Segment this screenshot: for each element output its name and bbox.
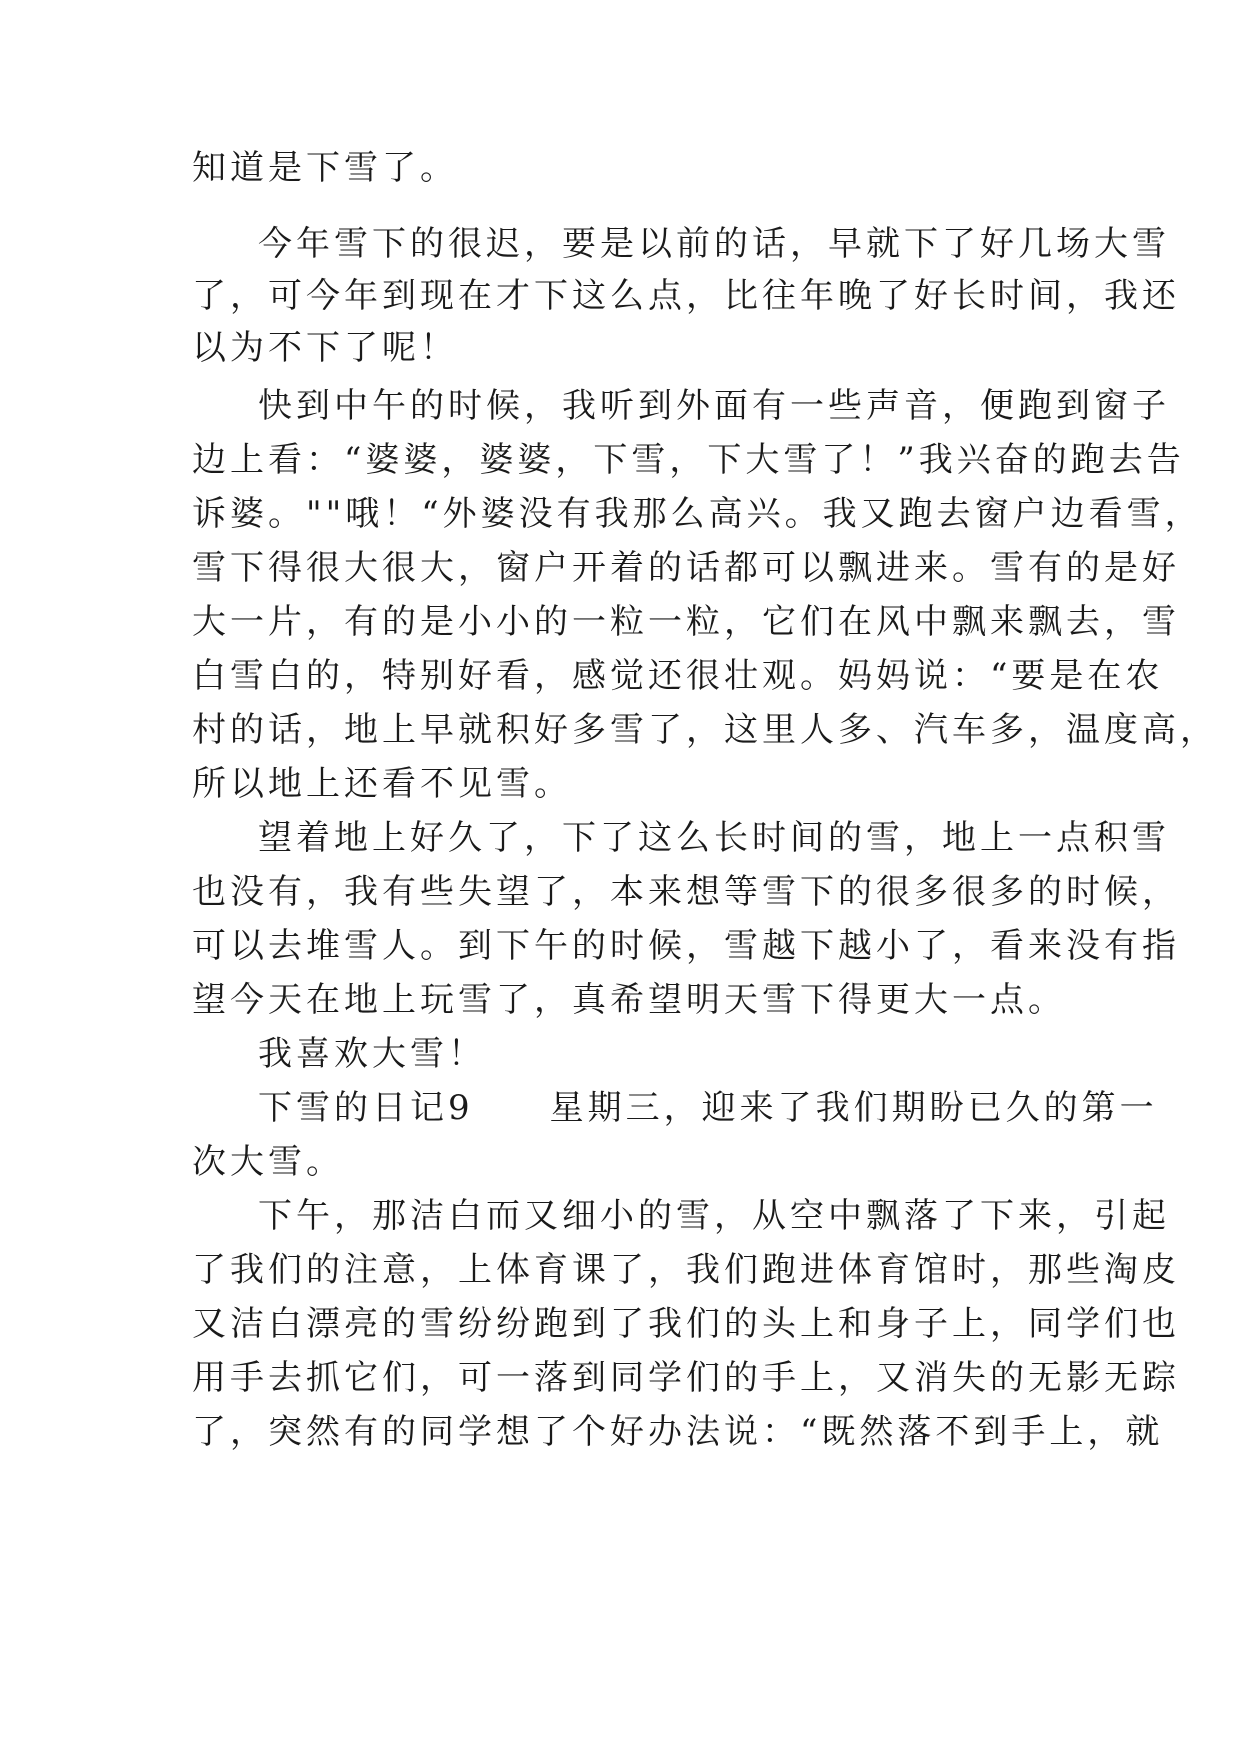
text-line: 大一片，有的是小小的一粒一粒，它们在风中飘来飘去，雪 (192, 602, 1180, 642)
paragraph-first-line: 下午，那洁白而又细小的雪，从空中飘落了下来，引起 (258, 1196, 1170, 1236)
text-line: 了，可今年到现在才下这么点，比往年晚了好长时间，我还 (192, 276, 1180, 316)
text-line: 白雪白的，特别好看，感觉还很壮观。妈妈说：“要是在农 (192, 656, 1164, 696)
text-line: 又洁白漂亮的雪纷纷跑到了我们的头上和身子上，同学们也 (192, 1304, 1180, 1344)
text-line: 望今天在地上玩雪了，真希望明天雪下得更大一点。 (192, 980, 1066, 1020)
text-line: 知道是下雪了。 (192, 148, 458, 188)
text-line: 用手去抓它们，可一落到同学们的手上，又消失的无影无踪 (192, 1358, 1180, 1398)
paragraph-first-line: 今年雪下的很迟，要是以前的话，早就下了好几场大雪 (258, 224, 1170, 264)
paragraph-first-line: 下雪的日记9 星期三，迎来了我们期盼已久的第一 (258, 1088, 1158, 1128)
text-line: 可以去堆雪人。到下午的时候，雪越下越小了，看来没有指 (192, 926, 1180, 966)
paragraph-first-line: 我喜欢大雪！ (258, 1034, 486, 1074)
text-line: 雪下得很大很大，窗户开着的话都可以飘进来。雪有的是好 (192, 548, 1180, 588)
text-line: 以为不下了呢！ (192, 328, 458, 368)
text-line: 了我们的注意，上体育课了，我们跑进体育馆时，那些淘皮 (192, 1250, 1180, 1290)
text-line: 了，突然有的同学想了个好办法说：“既然落不到手上，就 (192, 1412, 1164, 1452)
text-line: 次大雪。 (192, 1142, 344, 1182)
text-line: 诉婆。""哦！“外婆没有我那么高兴。我又跑去窗户边看雪， (192, 494, 1203, 534)
text-line: 所以地上还看不见雪。 (192, 764, 572, 804)
text-line: 边上看：“婆婆，婆婆，下雪，下大雪了！”我兴奋的跑去告 (192, 440, 1185, 480)
text-line: 也没有，我有些失望了，本来想等雪下的很多很多的时候， (192, 872, 1180, 912)
paragraph-first-line: 望着地上好久了，下了这么长时间的雪，地上一点积雪 (258, 818, 1170, 858)
paragraph-first-line: 快到中午的时候，我听到外面有一些声音，便跑到窗子 (258, 386, 1170, 426)
text-line: 村的话，地上早就积好多雪了，这里人多、汽车多，温度高， (192, 710, 1218, 750)
